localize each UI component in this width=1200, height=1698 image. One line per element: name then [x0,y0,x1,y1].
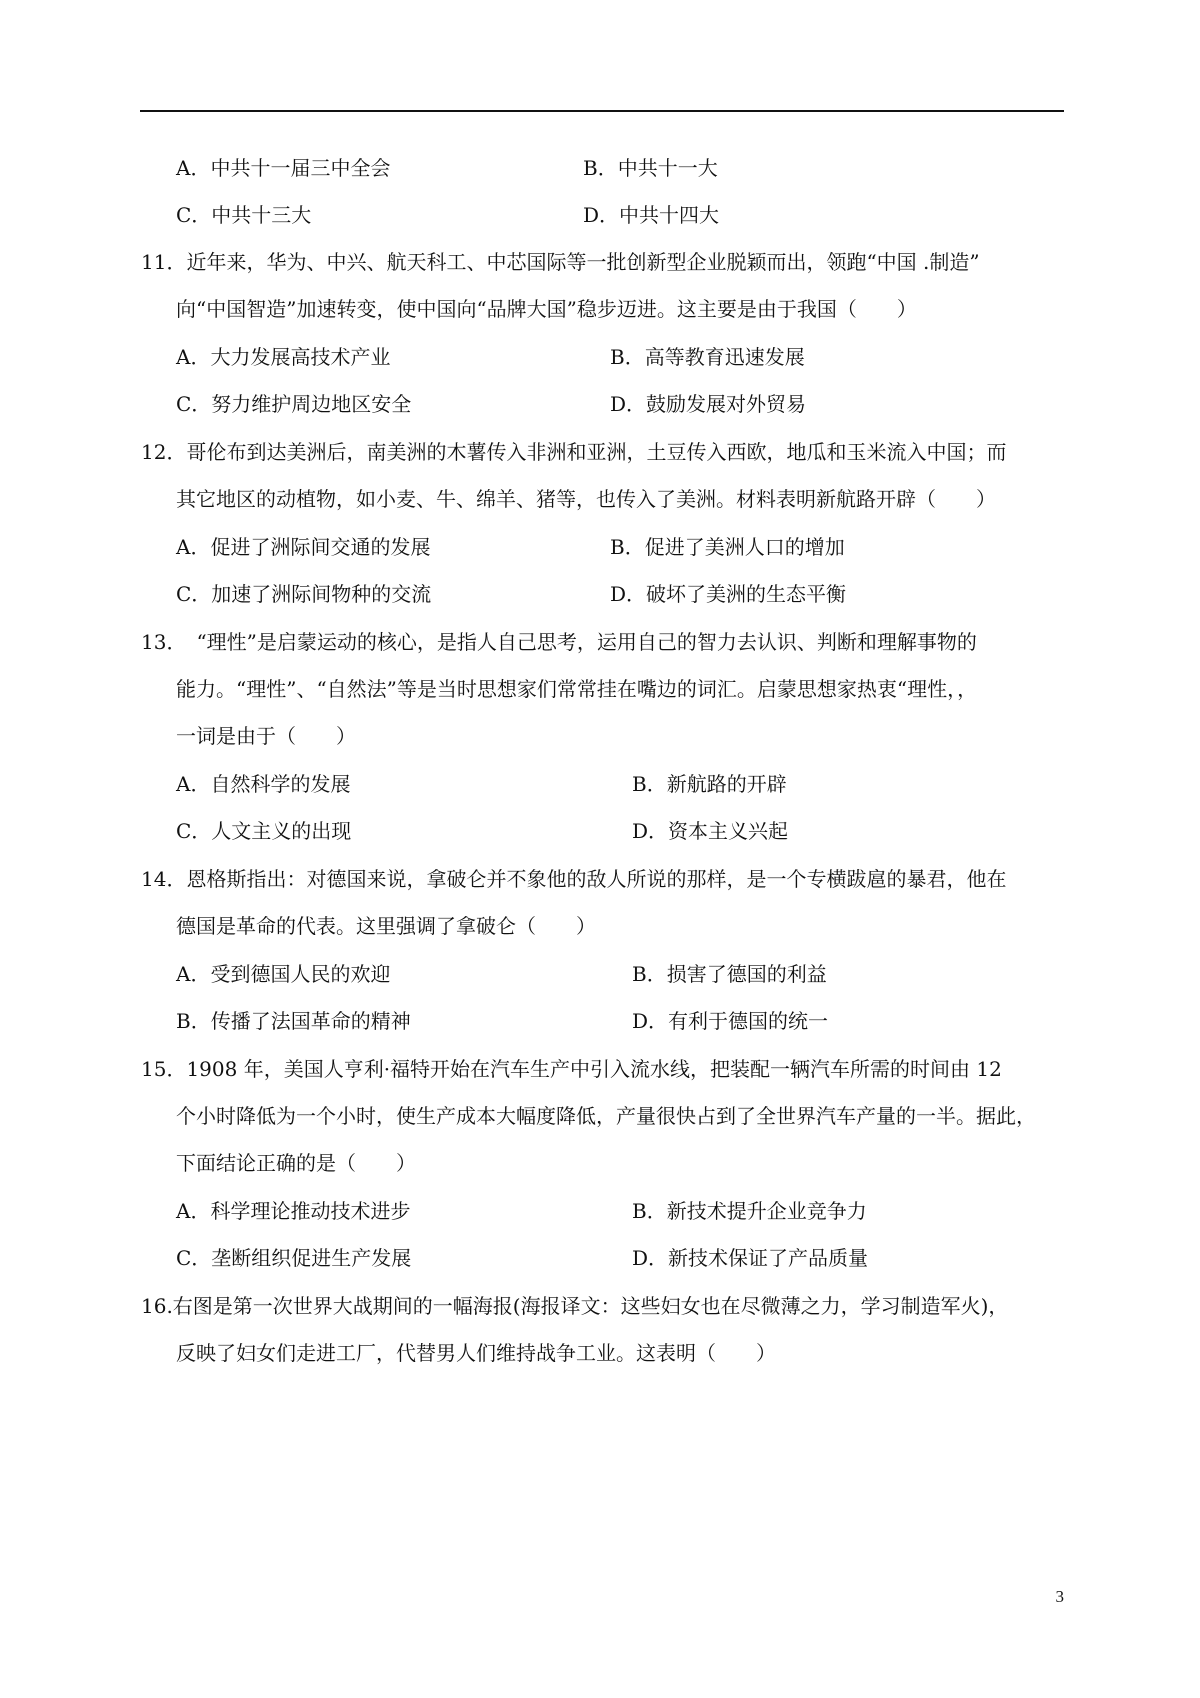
q10-option-d: D．中共十四大 [583,203,720,227]
q12-stem-line-1: 12．哥伦布到达美洲后，南美洲的木薯传入非洲和亚洲，土豆传入西欧，地瓜和玉米流入中国；而 [141,440,1007,464]
q12-option-a: A．促进了洲际间交通的发展 [176,535,431,559]
page-number: 3 [1055,1587,1064,1606]
q15-option-b: B．新技术提升企业竞争力 [632,1199,867,1223]
q10-option-a: A．中共十一届三中全会 [176,156,391,180]
q11-option-c: C．努力维护周边地区安全 [176,392,412,416]
q11-stem-line-1: 11．近年来，华为、中兴、航天科工、中芯国际等一批创新型企业脱颖而出，领跑“中国 .制造” [141,250,980,274]
q11-option-a: A．大力发展高技术产业 [176,345,391,369]
q14-stem-line-2: 德国是革命的代表。这里强调了拿破仑（ ） [176,914,596,938]
q12-option-b: B．促进了美洲人口的增加 [610,535,845,559]
q10-option-b: B．中共十一大 [583,156,718,180]
q14-option-d: D．有利于德国的统一 [632,1009,829,1033]
q12-option-d: D．破坏了美洲的生态平衡 [610,582,847,606]
q16-stem-line-1: 16.右图是第一次世界大战期间的一幅海报(海报译文：这些妇女也在尽微薄之力，学习制造军火)， [141,1294,1009,1318]
q12-option-c: C．加速了洲际间物种的交流 [176,582,432,606]
q13-option-a: A．自然科学的发展 [176,772,351,796]
q14-stem-line-1: 14．恩格斯指出：对德国来说，拿破仑并不象他的敌人所说的那样，是一个专横跋扈的暴君，他在 [141,867,1007,891]
q13-stem-line-3: 一词是由于（ ） [176,724,356,748]
q14-option-a: A．受到德国人民的欢迎 [176,962,391,986]
q15-stem-line-3: 下面结论正确的是（ ） [176,1151,416,1175]
q13-option-d: D．资本主义兴起 [632,819,789,843]
q15-option-a: A．科学理论推动技术进步 [176,1199,411,1223]
q13-stem-line-2: 能力。“理性”、“自然法”等是当时思想家们常常挂在嘴边的词汇。启蒙思想家热衷“理性，， [176,677,978,701]
q14-option-b: B．损害了德国的利益 [632,962,827,986]
q12-stem-line-2: 其它地区的动植物，如小麦、牛、绵羊、猪等，也传入了美洲。材料表明新航路开辟（ ） [176,487,996,511]
q11-stem-line-2: 向“中国智造”加速转变，使中国向“品牌大国”稳步迈进。这主要是由于我国（ ） [176,297,917,321]
q15-option-d: D．新技术保证了产品质量 [632,1246,869,1270]
q11-option-b: B．高等教育迅速发展 [610,345,805,369]
q13-option-c: C．人文主义的出现 [176,819,352,843]
header-rule [140,110,1064,112]
q15-stem-line-2: 个小时降低为一个小时，使生产成本大幅度降低，产量很快占到了全世界汽车产量的一半。据此， [176,1104,1036,1128]
q11-option-d: D．鼓励发展对外贸易 [610,392,807,416]
q14-option-c: B．传播了法国革命的精神 [176,1009,411,1033]
q16-stem-line-2: 反映了妇女们走进工厂，代替男人们维持战争工业。这表明（ ） [176,1341,776,1365]
q13-option-b: B．新航路的开辟 [632,772,787,796]
q13-stem-line-1: 13． “理性”是启蒙运动的核心，是指人自己思考，运用自己的智力去认识、判断和理解事物的 [141,630,977,654]
q10-option-c: C．中共十三大 [176,203,312,227]
q15-option-c: C．垄断组织促进生产发展 [176,1246,412,1270]
q15-stem-line-1: 15．1908 年，美国人亨利·福特开始在汽车生产中引入流水线，把装配一辆汽车所需的时间由 12 [141,1057,1002,1081]
